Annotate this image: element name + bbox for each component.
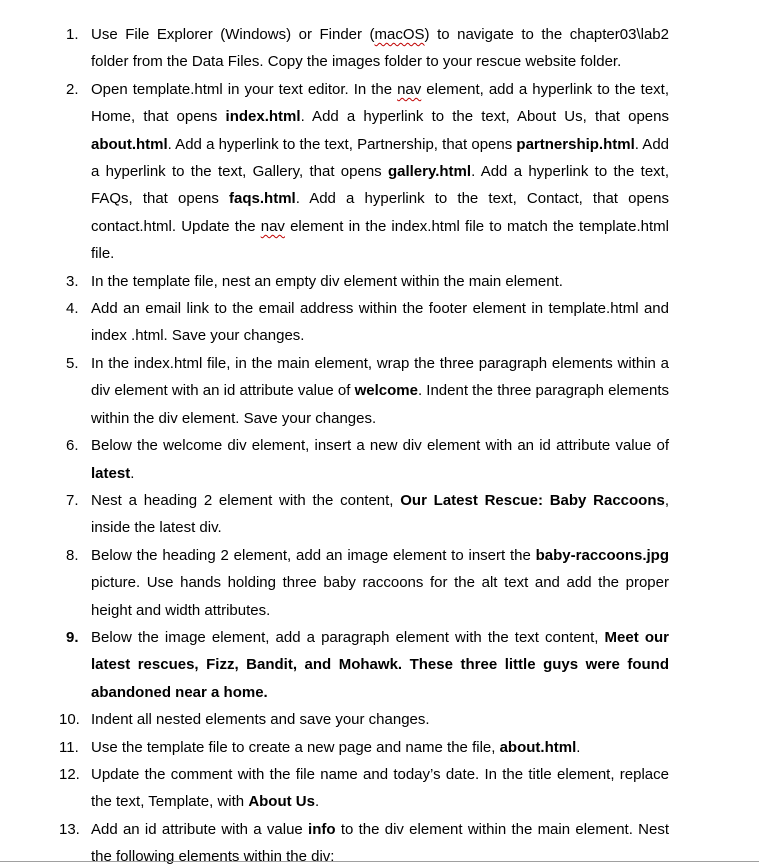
list-item-10: 10. Indent all nested elements and save your changes. — [0, 706, 759, 733]
bold-filename: faqs.html — [229, 190, 296, 208]
bold-paragraph-text: Meet our latest rescues, Fizz, Bandit, and Mohawk. These three little guys were found abandoned near a home. — [91, 628, 669, 701]
bold-filename: index.html — [225, 108, 301, 126]
list-item-4: 4. Add an email link to the email address within the footer element in template.html and index .html. Save your changes. — [0, 295, 759, 350]
list-item-5: 5. In the index.html file, in the main element, wrap the three paragraph elements within a div element with an id attribute value of welcome. Indent the three paragraph elements within the div element. Save your changes. — [0, 350, 759, 432]
bold-title-text: About Us — [248, 793, 315, 811]
bold-filename: gallery.html — [387, 163, 472, 181]
list-item-13: 13. Add an id attribute with a value info to the div element within the main element. Nest the following elements within the div: — [0, 816, 759, 864]
bold-id-value: info — [308, 820, 336, 838]
page-edge-divider — [0, 861, 759, 862]
list-item-7: 7. Nest a heading 2 element with the content, Our Latest Rescue: Baby Raccoons, inside the latest div. — [0, 487, 759, 542]
bold-filename: about.html — [499, 738, 577, 756]
item-number: 7. — [66, 491, 79, 509]
bold-id-value: welcome — [354, 382, 418, 400]
list-item-9: 9. Below the image element, add a paragraph element with the text content, Meet our latest rescues, Fizz, Bandit, and Mohawk. These three little guys were found abandoned near a home. — [0, 624, 759, 706]
item-number: 9. — [66, 628, 79, 646]
list-item-2: 2. Open template.html in your text editor. In the nav element, add a hyperlink to the text, Home, that opens index.html. Add a hyperlink to the text, About Us, that opens about.html. Add a hyperlink to the text, Partnership, that opens partnership.html. Add a hyperlink to the text, Gallery, that opens gallery.html. Add a hyperlink to the text, FAQs, that opens faqs.html. Add a hyperlink to the text, Contact, that opens contact.html. Update the nav element in the index.html file to match the template.html file. — [0, 76, 759, 268]
list-item-6: 6. Below the welcome div element, insert a new div element with an id attribute value of latest. — [0, 432, 759, 487]
spelling-flag: nav — [260, 217, 285, 235]
spelling-flag: macOS — [374, 26, 425, 43]
item-number: 2. — [66, 80, 79, 98]
spelling-flag: nav — [397, 80, 422, 98]
list-item-11: 11. Use the template file to create a new page and name the file, about.html. — [0, 734, 759, 761]
instruction-list — [0, 21, 759, 864]
item-number: 11. — [59, 738, 79, 756]
item-number: 4. — [66, 300, 79, 318]
bold-filename: about.html — [91, 135, 168, 153]
list-item-12: 12. Update the comment with the file name and today’s date. In the title element, replace the text, Template, with About Us. — [0, 761, 759, 816]
item-number: 12. — [59, 765, 80, 783]
item-number: 8. — [66, 546, 79, 564]
item-number: 10. — [59, 711, 80, 729]
bold-heading-text: Our Latest Rescue: Baby Raccoons — [400, 491, 665, 509]
item-number: 6. — [66, 437, 79, 455]
item-number: 1. — [66, 26, 79, 43]
bold-id-value: latest — [91, 464, 131, 482]
bold-filename: baby-raccoons.jpg — [535, 546, 669, 564]
list-item-3: 3. In the template file, nest an empty div element within the main element. — [0, 268, 759, 295]
item-number: 3. — [66, 272, 79, 290]
list-item-1: 1. Use File Explorer (Windows) or Finder (macOS) to navigate to the chapter03\lab2 folder from the Data Files. Copy the images folder to your rescue website folder. — [0, 21, 759, 76]
item-number: 13. — [59, 820, 80, 838]
item-number: 5. — [66, 354, 79, 372]
bold-filename: partnership.html — [516, 135, 635, 153]
list-item-8: 8. Below the heading 2 element, add an image element to insert the baby-raccoons.jpg picture. Use hands holding three baby raccoons for the alt text and add the proper height and width attributes. — [0, 542, 759, 624]
